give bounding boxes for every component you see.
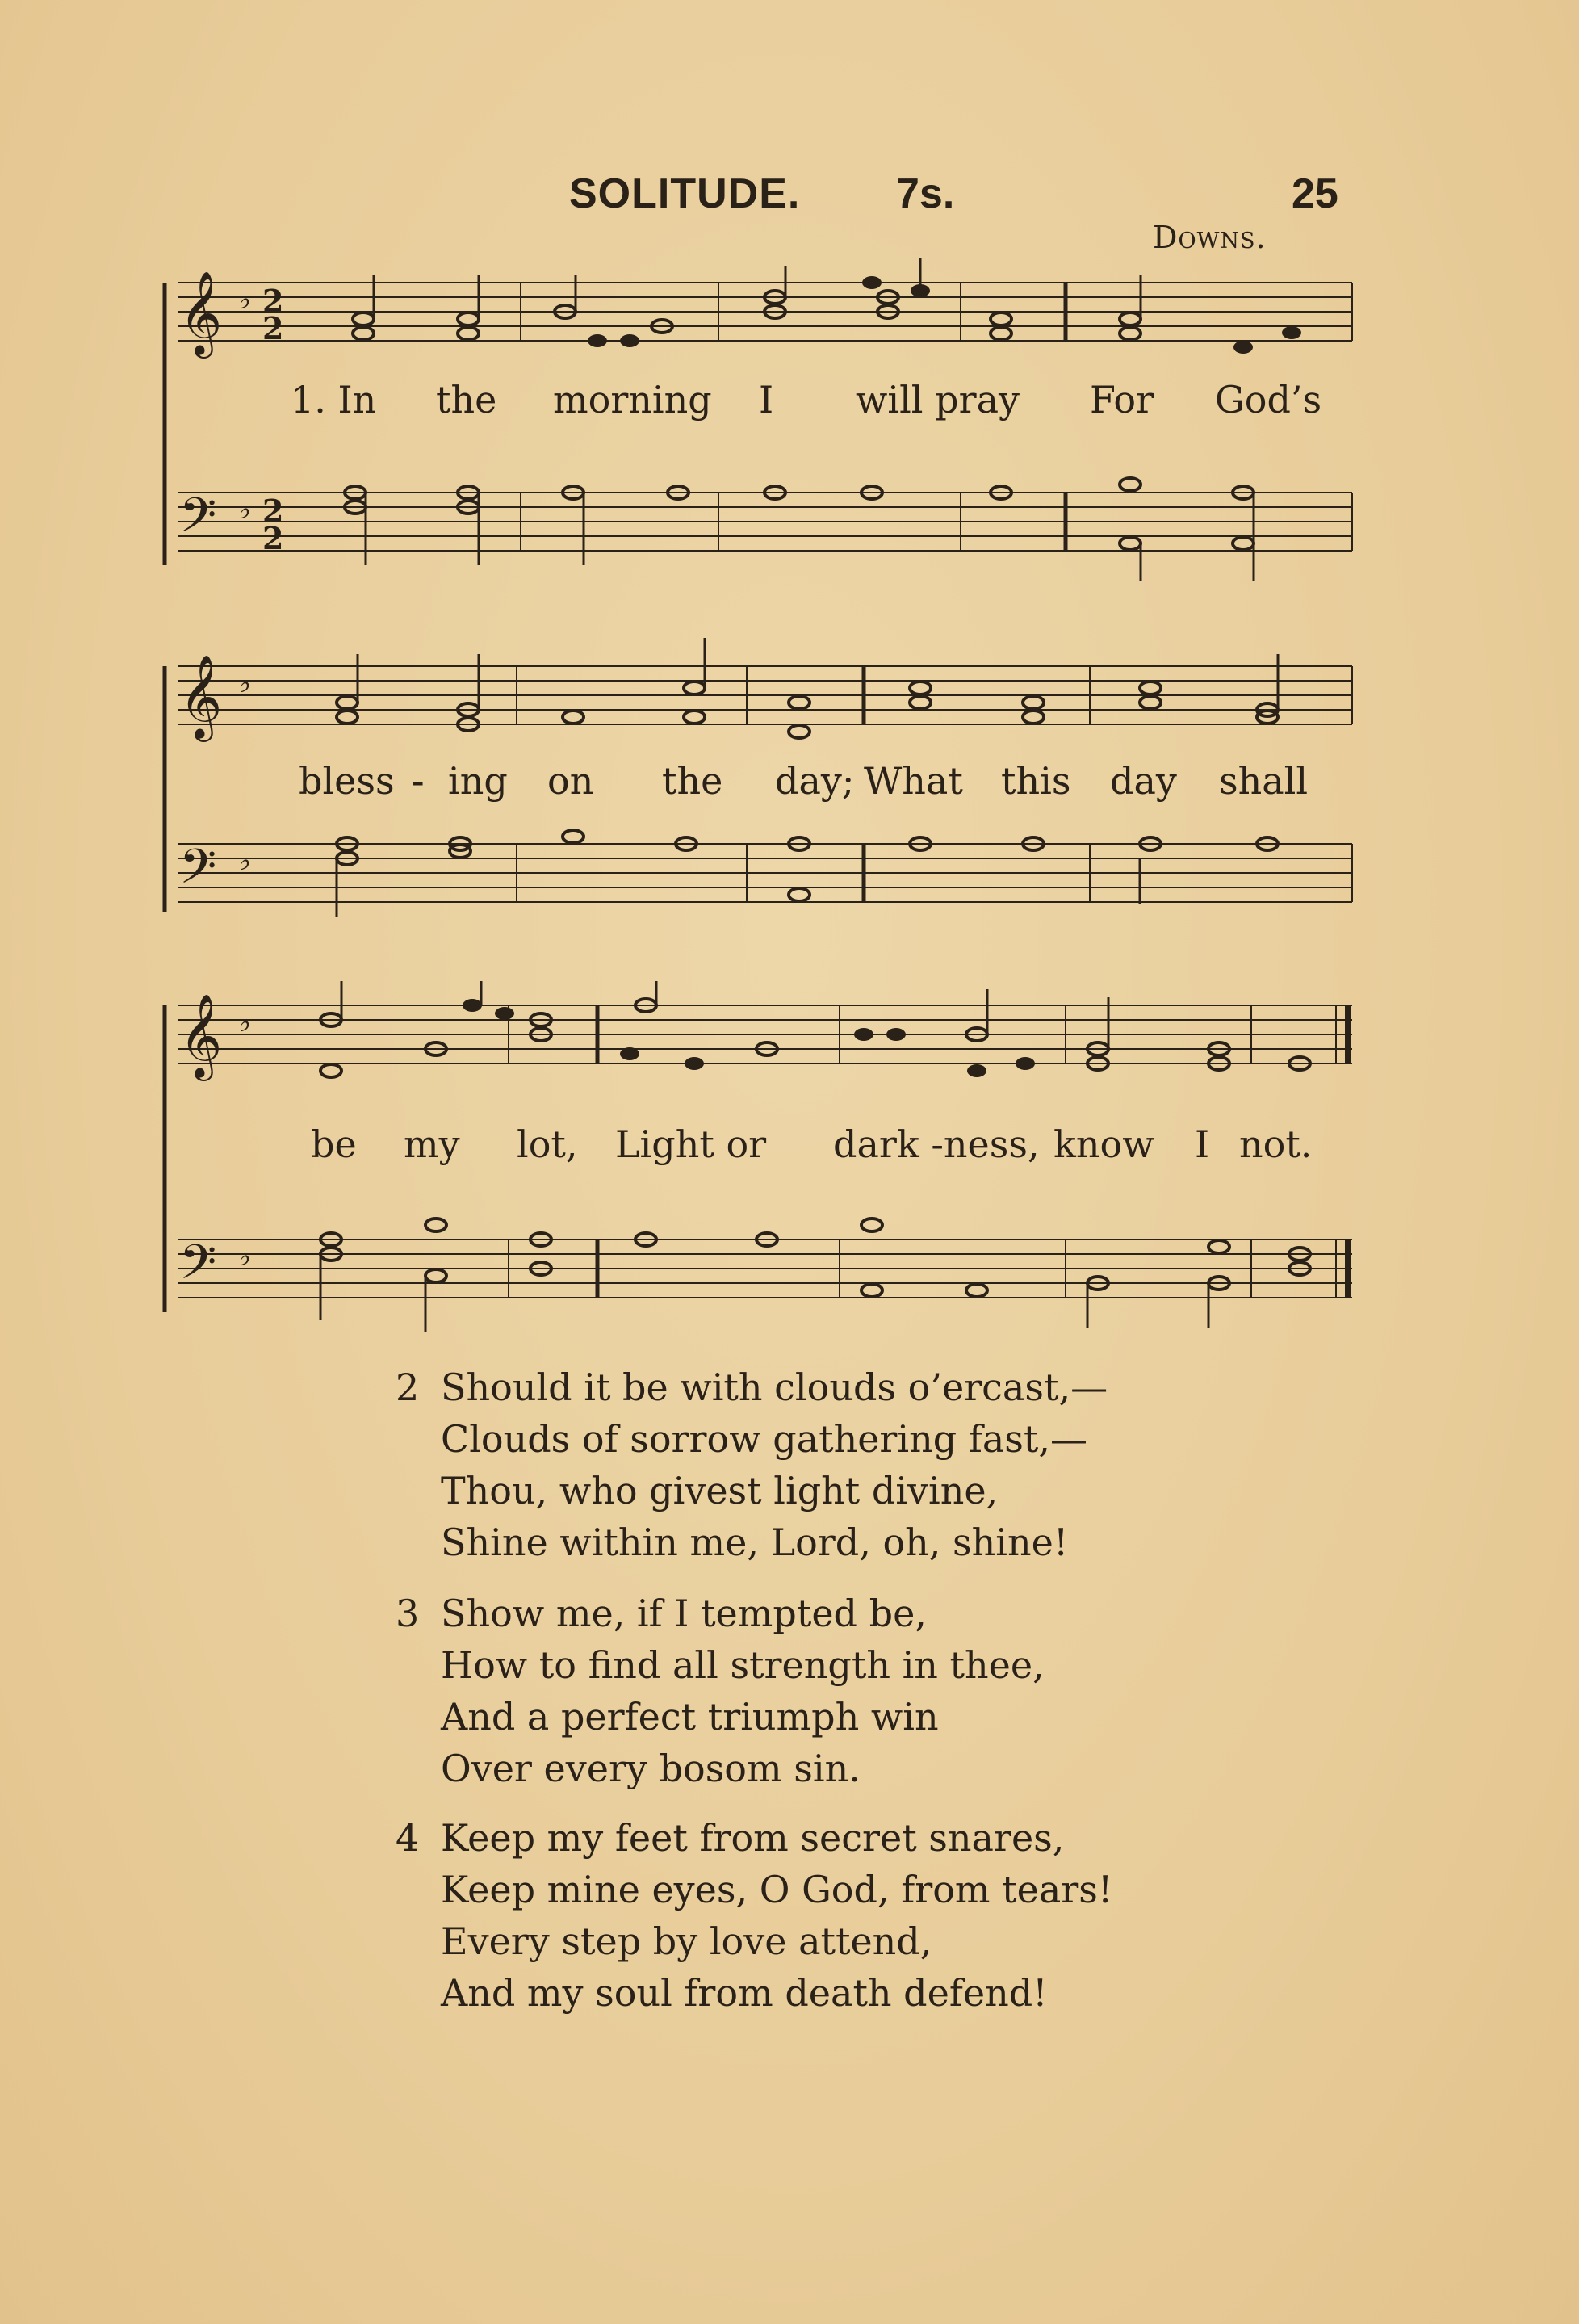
lyric-word: Light or: [615, 1122, 767, 1166]
lyric-word: morning: [553, 378, 712, 422]
lyric-word: will pray: [856, 378, 1020, 422]
svg-text:𝄢: 𝄢: [179, 487, 217, 555]
verse-line: And my soul from death defend!: [441, 1971, 1048, 2015]
lyric-word: day;: [775, 759, 855, 803]
lyric-line-3: [161, 1122, 1356, 1171]
verse-line: Show me, if I tempted be,: [441, 1592, 927, 1635]
lyric-word: on: [547, 759, 594, 803]
lyric-word: For: [1090, 378, 1154, 422]
lyric-line-1: [161, 378, 1356, 426]
lyric-word: What: [864, 759, 963, 803]
verse-line: How to find all strength in thee,: [441, 1643, 1045, 1687]
verse-line: Thou, who givest light divine,: [441, 1469, 999, 1512]
lyric-word: dark -ness,: [833, 1122, 1040, 1166]
lyric-word: the: [662, 759, 723, 803]
svg-text:𝄞: 𝄞: [179, 654, 223, 739]
verse-line: Keep my feet from secret snares,: [441, 1816, 1065, 1860]
svg-text:♭: ♭: [238, 845, 252, 877]
verse-line: Every step by love attend,: [441, 1919, 932, 1963]
lyric-word: I: [759, 378, 774, 422]
verse-line: Shine within me, Lord, oh, shine!: [441, 1521, 1069, 1564]
lyric-word: lot,: [517, 1122, 578, 1166]
lyric-word: be: [311, 1122, 357, 1166]
verse-lines: [441, 1361, 1108, 1568]
lyric-word: my: [404, 1122, 460, 1166]
lyric-word: bless: [299, 759, 395, 803]
svg-text:♭: ♭: [238, 493, 252, 526]
verse-number: 4: [396, 1816, 420, 1860]
composer-name: Downs.: [1153, 220, 1267, 255]
verse-line: Keep mine eyes, O God, from tears!: [441, 1868, 1113, 1911]
svg-text:♭: ♭: [238, 283, 252, 316]
verse-line: Should it be with clouds o’ercast,—: [441, 1365, 1108, 1409]
hymn-title: SOLITUDE.: [569, 170, 801, 217]
verse-lines: [441, 1812, 1112, 2019]
lyric-word: the: [436, 378, 497, 422]
lyric-word: God’s: [1215, 378, 1322, 422]
lyric-word: I: [1195, 1122, 1210, 1166]
svg-text:𝄢: 𝄢: [179, 838, 217, 906]
page-number: 25: [1292, 170, 1338, 217]
verse-line: And a perfect triumph win: [441, 1695, 939, 1739]
svg-text:2: 2: [262, 520, 284, 556]
svg-text:𝄞: 𝄞: [179, 271, 223, 355]
svg-text:2: 2: [262, 310, 284, 346]
lyric-word: this: [1001, 759, 1071, 803]
svg-text:♭: ♭: [238, 667, 252, 699]
svg-text:♭: ♭: [238, 1006, 252, 1038]
lyric-word: not.: [1239, 1122, 1313, 1166]
music-system-2: [161, 638, 1356, 937]
lyric-word: ing: [448, 759, 508, 803]
lyric-word: day: [1110, 759, 1177, 803]
music-system-3: [161, 981, 1356, 1336]
lyric-word: know: [1053, 1122, 1154, 1166]
music-system-1: [161, 258, 1356, 581]
svg-text:𝄞: 𝄞: [179, 993, 223, 1078]
svg-text:𝄢: 𝄢: [179, 1234, 217, 1302]
hymn-meter: 7s.: [896, 170, 955, 217]
verse-number: 3: [396, 1592, 420, 1635]
lyric-word: shall: [1219, 759, 1309, 803]
verse-line: Over every bosom sin.: [441, 1747, 861, 1790]
svg-text:2: 2: [262, 283, 284, 319]
verse-number: 2: [396, 1365, 420, 1409]
verse-line: Clouds of sorrow gathering fast,—: [441, 1417, 1087, 1461]
lyric-line-2: [161, 759, 1356, 808]
svg-text:2: 2: [262, 493, 284, 529]
svg-text:♭: ♭: [238, 1240, 252, 1273]
lyric-word: 1. In: [291, 378, 377, 422]
lyric-word: -: [412, 759, 425, 803]
verse-lines: [441, 1588, 1045, 1794]
